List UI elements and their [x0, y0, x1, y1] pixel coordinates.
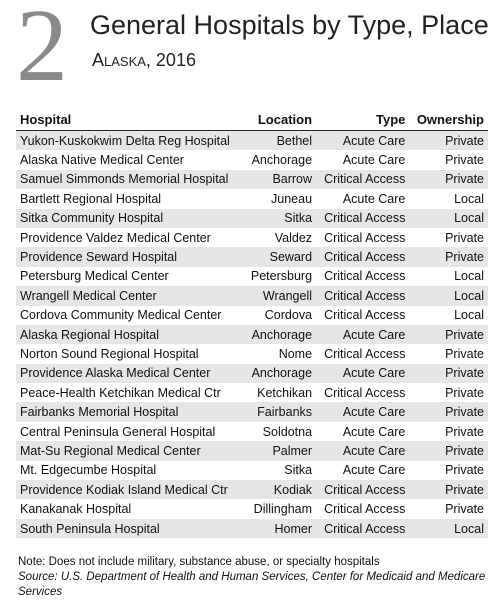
cell-hospital: Sitka Community Hospital	[16, 209, 244, 228]
cell-ownership: Local	[409, 209, 488, 228]
page-subtitle: Alaska, 2016	[92, 50, 196, 70]
cell-ownership: Private	[409, 402, 488, 421]
cell-hospital: South Peninsula Hospital	[16, 519, 244, 538]
column-header-ownership: Ownership	[409, 110, 488, 131]
table-row	[16, 267, 488, 286]
source-note: Source: U.S. Department of Health and Human Services, Center for Medicaid and Medicare Services	[18, 571, 486, 598]
cell-hospital: Wrangell Medical Center	[16, 286, 244, 305]
table-row	[16, 383, 488, 402]
cell-hospital: Mt. Edgecumbe Hospital	[20, 463, 157, 478]
cell-hospital: Peace-Health Ketchikan Medical Ctr	[20, 385, 221, 400]
table-row	[16, 209, 488, 228]
cell-location: Soldotna	[262, 424, 313, 439]
cell-hospital: Norton Sound Regional Hospital	[20, 346, 199, 361]
cell-type: Acute Care	[342, 153, 406, 168]
table-row	[16, 344, 488, 363]
cell-type: Critical Access	[316, 480, 409, 499]
cell-location: Bethel	[244, 131, 316, 151]
cell-type: Critical Access	[316, 286, 409, 305]
table-row	[16, 499, 488, 518]
cell-ownership: Private	[409, 170, 488, 189]
hospitals-table	[16, 110, 488, 538]
cell-ownership: Private	[409, 480, 488, 499]
cell-hospital: Alaska Regional Hospital	[16, 325, 244, 344]
cell-type: Critical Access	[316, 247, 409, 266]
table-row	[16, 364, 488, 383]
cell-hospital: Providence Valdez Medical Center	[20, 230, 211, 245]
cell-ownership: Private	[409, 364, 488, 383]
cell-type: Acute Care	[342, 191, 406, 206]
cell-ownership: Local	[409, 519, 488, 538]
cell-ownership: Private	[445, 502, 484, 517]
cell-type: Acute Care	[316, 441, 409, 460]
cell-location: Sitka	[244, 209, 316, 228]
footnote: Note: Does not include military, substance abuse, or specialty hospitals	[18, 556, 380, 568]
cell-hospital: Alaska Native Medical Center	[20, 153, 184, 168]
cell-location: Anchorage	[251, 153, 313, 168]
column-header-hospital: Hospital	[16, 110, 244, 131]
cell-hospital: Petersburg Medical Center	[20, 269, 169, 284]
cell-type: Critical Access	[324, 230, 406, 245]
table-body	[16, 131, 488, 539]
cell-hospital: Providence Alaska Medical Center	[16, 364, 244, 383]
cell-type: Acute Care	[316, 131, 409, 151]
table-row	[16, 247, 488, 266]
cell-ownership: Private	[409, 325, 488, 344]
cell-hospital: Providence Kodiak Island Medical Ctr	[16, 480, 244, 499]
cell-hospital: Bartlett Regional Hospital	[20, 191, 162, 206]
cell-type: Acute Care	[316, 325, 409, 344]
cell-location: Fairbanks	[244, 402, 316, 421]
cell-type: Acute Care	[316, 402, 409, 421]
cell-location: Juneau	[271, 191, 313, 206]
cell-location: Kodiak	[244, 480, 316, 499]
cell-location: Palmer	[244, 441, 316, 460]
page-title: General Hospitals by Type, Place	[90, 10, 489, 40]
cell-hospital: Samuel Simmonds Memorial Hospital	[16, 170, 244, 189]
cell-type: Critical Access	[316, 170, 409, 189]
cell-ownership: Private	[445, 424, 484, 439]
table-header-row	[16, 110, 488, 131]
cell-type: Critical Access	[324, 346, 406, 361]
cell-hospital: Central Peninsula General Hospital	[20, 424, 216, 439]
column-header-type: Type	[316, 110, 409, 131]
cell-hospital: Yukon-Kuskokwim Delta Reg Hospital	[16, 131, 244, 151]
table-row	[16, 441, 488, 460]
table-row	[16, 519, 488, 538]
table-row	[16, 228, 488, 247]
cell-location: Valdez	[274, 230, 313, 245]
cell-type: Acute Care	[342, 463, 406, 478]
cell-ownership: Private	[409, 441, 488, 460]
cell-ownership: Private	[445, 153, 484, 168]
cell-location: Anchorage	[244, 325, 316, 344]
cell-ownership: Private	[445, 346, 484, 361]
cell-ownership: Private	[445, 230, 484, 245]
table-row	[16, 189, 488, 208]
cell-type: Acute Care	[342, 424, 406, 439]
cell-type: Critical Access	[324, 385, 406, 400]
cell-ownership: Local	[454, 191, 484, 206]
cell-ownership: Local	[409, 286, 488, 305]
cell-location: Anchorage	[244, 364, 316, 383]
cell-hospital: Fairbanks Memorial Hospital	[16, 402, 244, 421]
cell-location: Homer	[244, 519, 316, 538]
table-row	[16, 131, 488, 151]
cell-type: Critical Access	[316, 519, 409, 538]
cell-ownership: Local	[454, 269, 484, 284]
cell-hospital: Providence Seward Hospital	[16, 247, 244, 266]
cell-location: Wrangell	[244, 286, 316, 305]
cell-type: Critical Access	[316, 209, 409, 228]
cell-type: Critical Access	[324, 502, 406, 517]
cell-location: Barrow	[244, 170, 316, 189]
cell-location: Nome	[278, 346, 313, 361]
table-row	[16, 286, 488, 305]
cell-ownership: Local	[454, 308, 484, 323]
cell-hospital: Cordova Community Medical Center	[20, 308, 222, 323]
cell-type: Critical Access	[324, 269, 406, 284]
column-header-location: Location	[244, 110, 316, 131]
table-row	[16, 325, 488, 344]
table-row	[16, 480, 488, 499]
table-row	[16, 306, 488, 325]
cell-type: Acute Care	[316, 364, 409, 383]
table-row	[16, 422, 488, 441]
cell-ownership: Private	[445, 463, 484, 478]
table-row	[16, 150, 488, 169]
cell-location: Petersburg	[250, 269, 313, 284]
cell-ownership: Private	[409, 131, 488, 151]
cell-ownership: Private	[409, 247, 488, 266]
cell-location: Seward	[244, 247, 316, 266]
cell-location: Dillingham	[253, 502, 313, 517]
cell-location: Ketchikan	[257, 385, 313, 400]
table-row	[16, 461, 488, 480]
cell-ownership: Private	[445, 385, 484, 400]
cell-location: Cordova	[264, 308, 313, 323]
cell-hospital: Mat-Su Regional Medical Center	[16, 441, 244, 460]
table-row	[16, 402, 488, 421]
table-row	[16, 170, 488, 189]
cell-type: Critical Access	[324, 308, 406, 323]
cell-hospital: Kanakanak Hospital	[20, 502, 132, 517]
cell-location: Sitka	[284, 463, 313, 478]
figure-number: 2	[16, 0, 68, 103]
